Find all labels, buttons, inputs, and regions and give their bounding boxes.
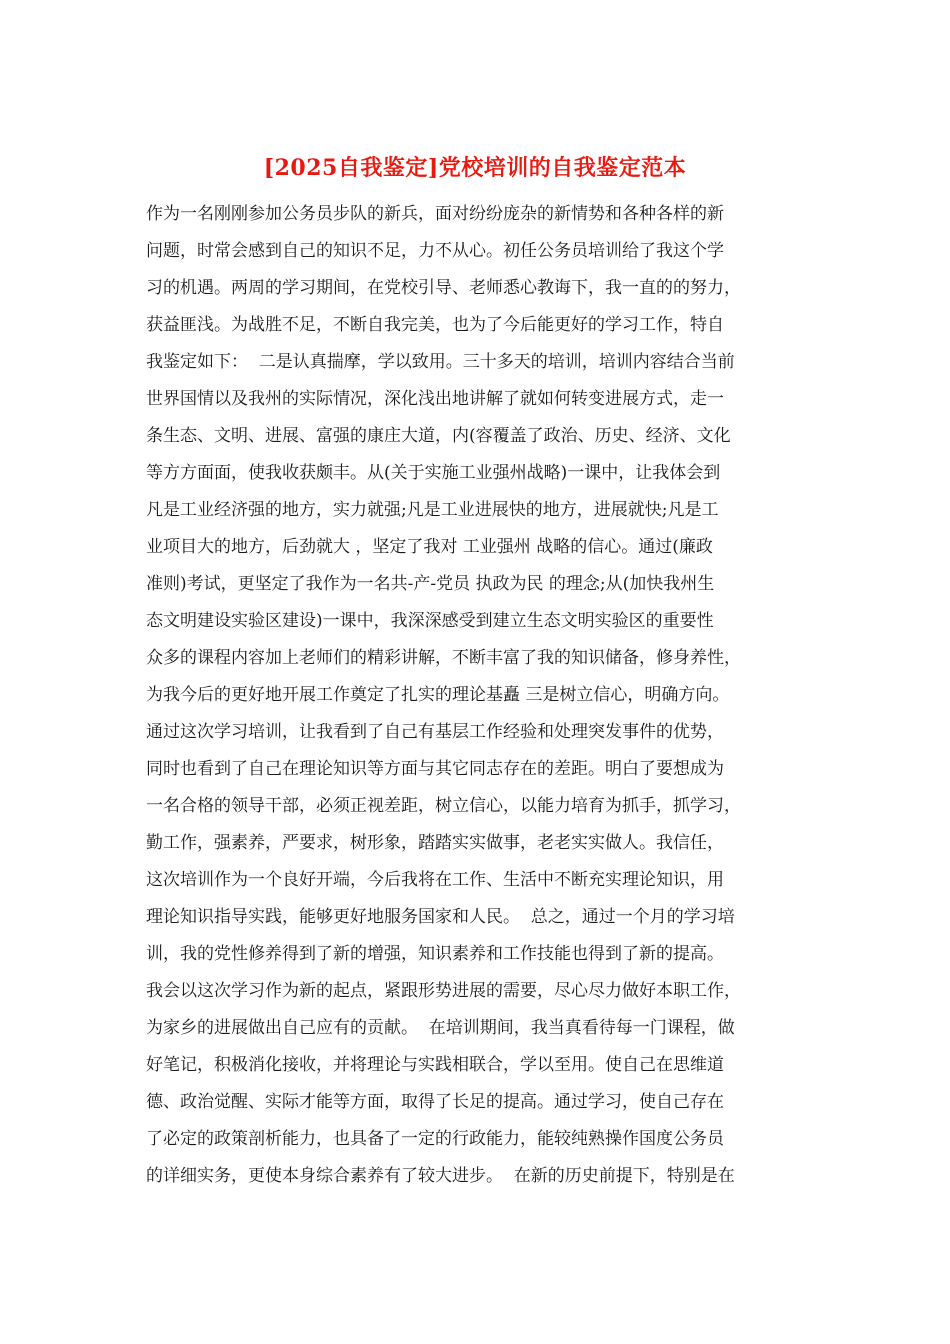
body-line: 准则)考试，更坚定了我作为一名共-产-党员 执政为民 的理念;从(加快我州生 xyxy=(146,574,715,594)
body-line: 获益匪浅。为战胜不足，不断自我完美，也为了今后能更好的学习工作，特自 xyxy=(146,315,724,335)
body-line: 勤工作，强素养，严要求，树形象，踏踏实实做事，老老实实做人。我信任， xyxy=(146,833,724,853)
body-line: 习的机遇。两周的学习期间，在党校引导、老师悉心教诲下，我一直的的努力， xyxy=(146,278,741,298)
body-line: 众多的课程内容加上老师们的精彩讲解，不断丰富了我的知识储备，修身养性， xyxy=(146,648,741,668)
body-line: 等方方面面，使我收获颇丰。从(关于实施工业强州战略)一课中，让我体会到 xyxy=(146,463,721,483)
body-line: 理论知识指导实践，能够更好地服务国家和人民。 总之，通过一个月的学习培 xyxy=(146,907,735,927)
body-line: 我会以这次学习作为新的起点，紧跟形势进展的需要，尽心尽力做好本职工作， xyxy=(146,981,741,1001)
body-line: 为我今后的更好地开展工作奠定了扎实的理论基矗 三是树立信心，明确方向。 xyxy=(146,685,730,705)
body-line: 凡是工业经济强的地方，实力就强;凡是工业进展快的地方，进展就快;凡是工 xyxy=(146,500,719,520)
body-line: 同时也看到了自己在理论知识等方面与其它同志存在的差距。明白了要想成为 xyxy=(146,759,724,779)
document-title: [2025自我鉴定]党校培训的自我鉴定范本 xyxy=(263,155,687,181)
body-line: 态文明建设实验区建设)一课中，我深深感受到建立生态文明实验区的重要性 xyxy=(146,611,714,631)
body-line: 一名合格的领导干部，必须正视差距，树立信心，以能力培育为抓手，抓学习， xyxy=(146,796,741,816)
document-body xyxy=(146,196,826,1195)
body-line: 问题，时常会感到自己的知识不足，力不从心。初任公务员培训给了我这个学 xyxy=(146,241,724,261)
body-line: 的详细实务，更使本身综合素养有了较大进步。 在新的历史前提下，特别是在 xyxy=(146,1166,735,1186)
body-line: 条生态、文明、进展、富强的康庄大道，内(容覆盖了政治、历史、经济、文化 xyxy=(146,426,731,446)
body-line: 通过这次学习培训，让我看到了自己有基层工作经验和处理突发事件的优势， xyxy=(146,722,724,742)
body-line: 这次培训作为一个良好开端，今后我将在工作、生活中不断充实理论知识，用 xyxy=(146,870,724,890)
body-line: 德、政治觉醒、实际才能等方面，取得了长足的提高。通过学习，使自己存在 xyxy=(146,1092,724,1112)
body-line: 为家乡的进展做出自己应有的贡献。 在培训期间，我当真看待每一门课程，做 xyxy=(146,1018,735,1038)
body-line: 好笔记，积极消化接收，并将理论与实践相联合，学以至用。使自己在思维道 xyxy=(146,1055,724,1075)
body-line: 业项目大的地方，后劲就大 ，坚定了我对 工业强州 战略的信心。通过(廉政 xyxy=(146,537,713,557)
body-line: 世界国情以及我州的实际情况，深化浅出地讲解了就如何转变进展方式，走一 xyxy=(146,389,724,409)
body-line: 我鉴定如下： 二是认真揣摩，学以致用。三十多天的培训，培训内容结合当前 xyxy=(146,352,735,372)
body-line: 了必定的政策剖析能力，也具备了一定的行政能力，能较纯熟操作国度公务员 xyxy=(146,1129,724,1149)
body-line: 训，我的党性修养得到了新的增强，知识素养和工作技能也得到了新的提高。 xyxy=(146,944,724,964)
body-line: 作为一名刚刚参加公务员步队的新兵，面对纷纷庞杂的新情势和各种各样的新 xyxy=(146,204,724,224)
